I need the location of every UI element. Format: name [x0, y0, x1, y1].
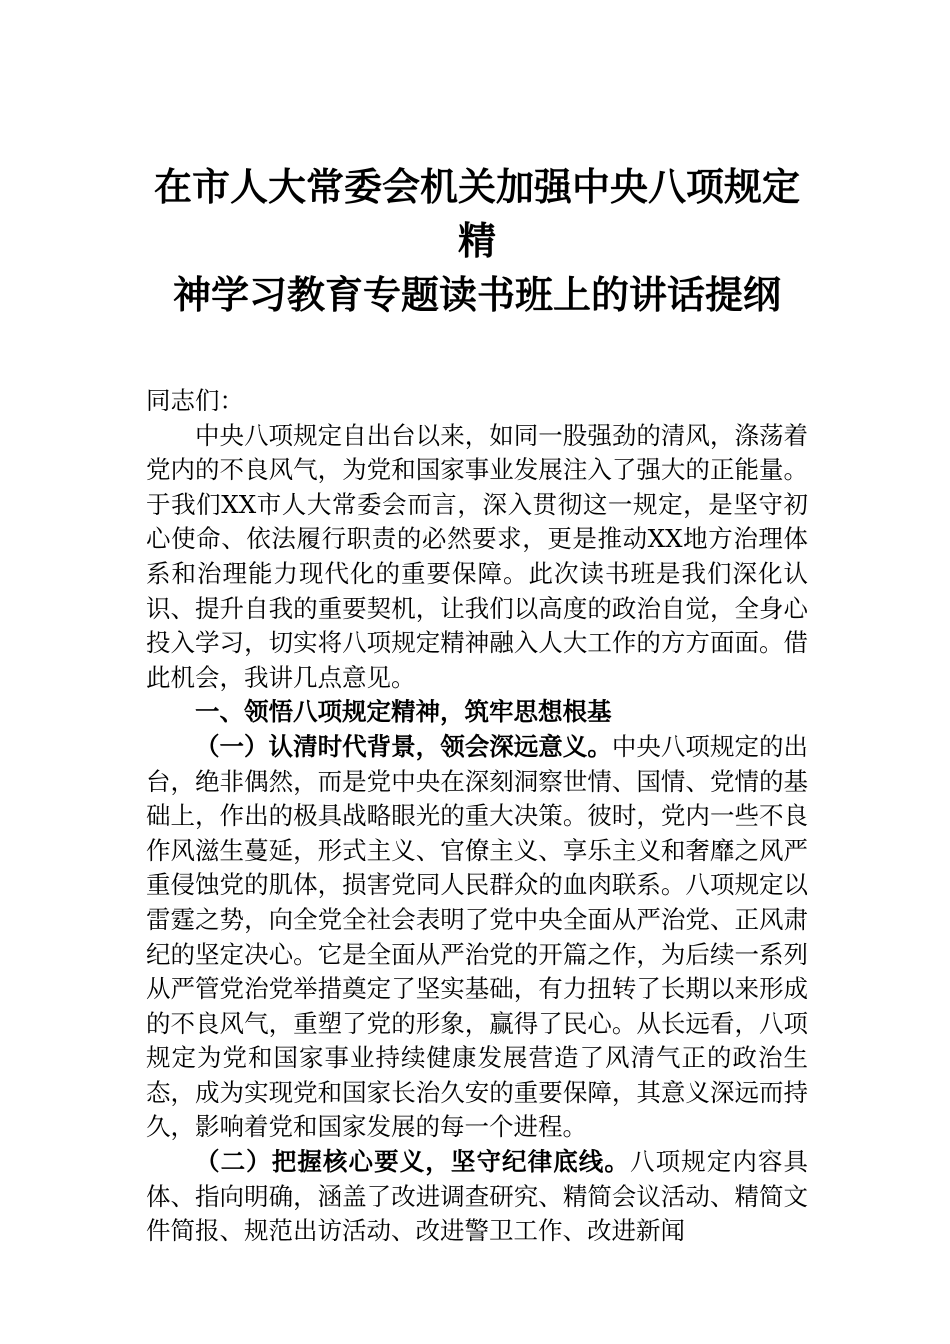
subsection-text-2: 八项规定内容具体、指向明确，涵盖了改进调查研究、精简会议活动、精简文件简报、规范出访活动、改进警卫工作、改进新闻 [146, 1147, 809, 1246]
subsection-text-1: 中央八项规定的出台，绝非偶然，而是党中央在深刻洞察世情、国情、党情的基础上，作出的极具战略眼光的重大决策。彼时，党内一些不良作风滋生蔓延，形式主义、官僚主义、享乐主义和奢靡之风严重侵蚀党的肌体，损害党同人民群众的血肉联系。八项规定以雷霆之势，向全党全社会表明了党中央全面从严治党、正风肃纪的坚定决心。它是全面从严治党的开篇之作，为后续一系列从严管党治党举措奠定了坚实基础，有力扭转了长期以来形成的不良风气，重塑了党的形象，赢得了民心。从长远看，八项规定为党和国家事业持续健康发展营造了风清气正的政治生态，成为实现党和国家长治久安的重要保障，其意义深远而持久，影响着党和国家发展的每一个进程。 [146, 731, 809, 1142]
salutation: 同志们： [146, 386, 244, 415]
section-heading-1: 一、领悟八项规定精神，筑牢思想根基 [195, 697, 612, 727]
document-body [146, 384, 808, 1249]
subsection-paragraph-2 [146, 1145, 808, 1249]
title-line-2: 神学习教育专题读书班上的讲话提纲 [172, 272, 781, 317]
title-line-1: 在市人大常委会机关加强中央八项规定精 [153, 164, 800, 263]
subsection-heading-1: （一）认清时代背景，领会深远意义。 [195, 731, 612, 761]
subsection-paragraph-1 [146, 730, 808, 1145]
intro-paragraph: 中央八项规定自出台以来，如同一股强劲的清风，涤荡着党内的不良风气，为党和国家事业发展注入了强大的正能量。于我们XX市人大常委会而言，深入贯彻这一规定，是坚守初心使命、依法履行职责的必然要求，更是推动XX地方治理体系和治理能力现代化的重要保障。此次读书班是我们深化认识、提升自我的重要契机，让我们以高度的政治自觉，全身心投入学习，切实将八项规定精神融入人大工作的方方面面。借此机会，我讲几点意见。 [146, 420, 808, 692]
document-title [146, 160, 808, 322]
subsection-heading-2: （二）把握核心要义，坚守纪律底线。 [195, 1147, 630, 1177]
document-page [146, 160, 808, 1249]
